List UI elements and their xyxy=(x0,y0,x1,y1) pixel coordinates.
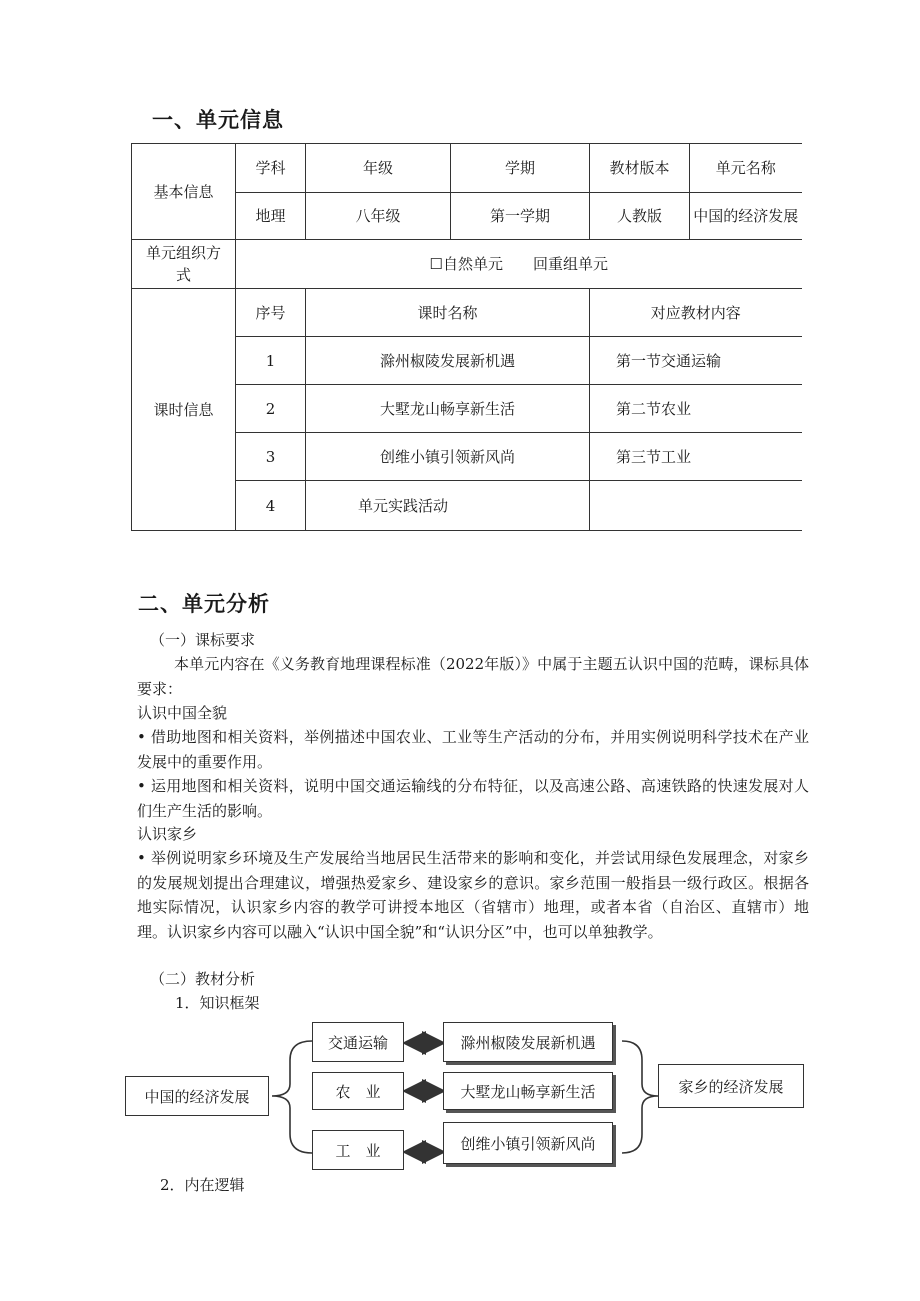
diagram-branch-agriculture: 农 业 xyxy=(312,1072,404,1110)
header-term: 学期 xyxy=(451,144,590,193)
diagram-root: 中国的经济发展 xyxy=(125,1076,269,1116)
diagram-case-2: 大墅龙山畅享新生活 xyxy=(443,1072,613,1110)
lesson-header-no: 序号 xyxy=(236,289,306,337)
value-term: 第一学期 xyxy=(451,193,590,240)
lesson-info-label: 课时信息 xyxy=(132,289,236,531)
header-unit-name: 单元名称 xyxy=(690,144,802,193)
section2-title: 二、单元分析 xyxy=(138,592,270,616)
topic-china: 认识中国全貌 xyxy=(137,704,228,722)
item-knowledge-framework: 1．知识框架 xyxy=(175,994,260,1012)
lesson-name: 大墅龙山畅享新生活 xyxy=(306,385,590,433)
diagram-target: 家乡的经济发展 xyxy=(658,1064,804,1108)
lesson-content: 第三节工业 xyxy=(590,433,802,481)
lesson-header-name: 课时名称 xyxy=(306,289,590,337)
value-edition: 人教版 xyxy=(590,193,690,240)
value-unit-name: 中国的经济发展 xyxy=(690,193,802,240)
diagram-branch-industry: 工 业 xyxy=(312,1130,404,1170)
org-label: 单元组织方式 xyxy=(132,240,236,289)
lesson-name: 单元实践活动 xyxy=(306,481,590,531)
section1-title: 一、单元信息 xyxy=(152,108,284,132)
header-grade: 年级 xyxy=(306,144,451,193)
lesson-header-content: 对应教材内容 xyxy=(590,289,802,337)
bullet-3: • 举例说明家乡环境及生产发展给当地居民生活带来的影响和变化，并尝试用绿色发展理念，对家乡的发展规划提出合理建议，增强热爱家乡、建设家乡的意识。家乡范围一般指县一级行政区。根据各地实际情况，认识家乡内容的教学可讲授本地区（省辖市）地理，或者本省（自治区、直辖市）地理。认识家乡内容可以融入“认识中国全貌”和“认识分区”中，也可以单独教学。 xyxy=(137,849,809,941)
diagram-branch-transport: 交通运输 xyxy=(312,1022,404,1062)
value-grade: 八年级 xyxy=(306,193,451,240)
lesson-name: 创维小镇引领新风尚 xyxy=(306,433,590,481)
lesson-content: 第一节交通运输 xyxy=(590,337,802,385)
lesson-no: 1 xyxy=(236,337,306,385)
lesson-content: 第二节农业 xyxy=(590,385,802,433)
diagram-case-3: 创维小镇引领新风尚 xyxy=(443,1122,613,1164)
item-inner-logic: 2．内在逻辑 xyxy=(160,1176,245,1194)
subheading-curriculum: （一）课标要求 xyxy=(150,631,256,649)
org-options: ☐自然单元 回重组单元 xyxy=(236,240,802,289)
lesson-no: 2 xyxy=(236,385,306,433)
lesson-no: 4 xyxy=(236,481,306,531)
bullet-2: • 运用地图和相关资料，说明中国交通运输线的分布特征，以及高速公路、高速铁路的快速发展对人们生产生活的影响。 xyxy=(137,777,809,820)
basic-info-label: 基本信息 xyxy=(132,144,236,240)
value-subject: 地理 xyxy=(236,193,306,240)
header-subject: 学科 xyxy=(236,144,306,193)
diagram-case-1: 滁州椒陵发展新机遇 xyxy=(443,1022,613,1062)
subheading-textbook: （二）教材分析 xyxy=(150,970,256,988)
intro-paragraph: 本单元内容在《义务教育地理课程标准（2022年版）》中属于主题五认识中国的范畴，课标具体要求： xyxy=(137,655,809,698)
lesson-name: 滁州椒陵发展新机遇 xyxy=(306,337,590,385)
lesson-no: 3 xyxy=(236,433,306,481)
header-edition: 教材版本 xyxy=(590,144,690,193)
topic-hometown: 认识家乡 xyxy=(137,825,198,843)
bullet-1: • 借助地图和相关资料，举例描述中国农业、工业等生产活动的分布，并用实例说明科学技术在产业发展中的重要作用。 xyxy=(137,728,809,771)
